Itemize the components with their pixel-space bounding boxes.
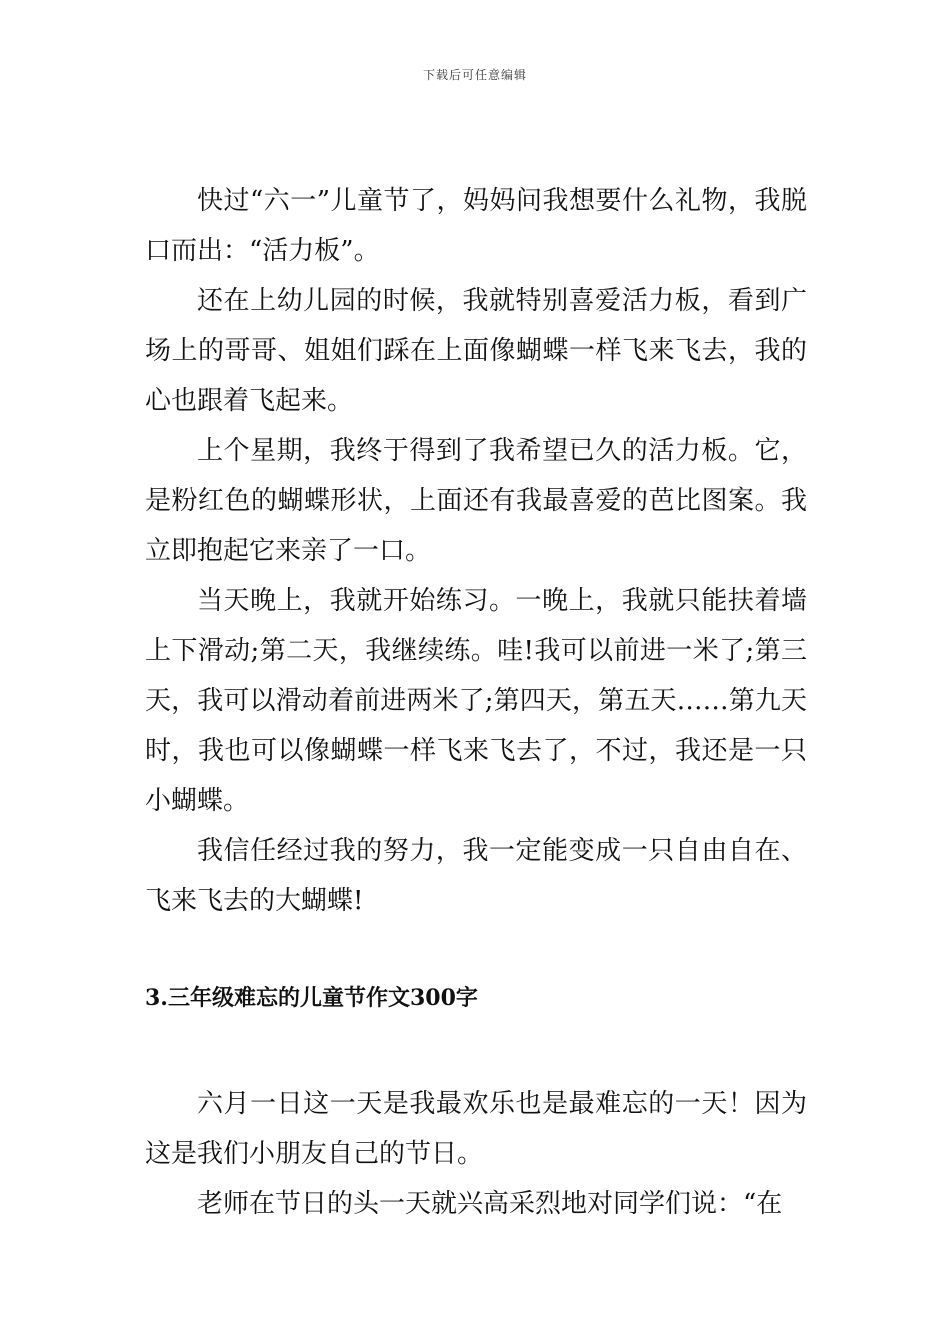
paragraph: 当天晚上，我就开始练习。一晚上，我就只能扶着墙上下滑动;第二天，我继续练。哇!我可以前进一米了;第三天，我可以滑动着前进两米了;第四天，第五天……第九天时，我也可以像蝴蝶一样飞来飞去了，不过，我还是一只小蝴蝶。 xyxy=(145,586,807,816)
paragraph: 我信任经过我的努力，我一定能变成一只自由自在、飞来飞去的大蝴蝶! xyxy=(145,836,807,916)
document-body xyxy=(145,176,807,1229)
paragraph: 上个星期，我终于得到了我希望已久的活力板。它，是粉红色的蝴蝶形状，上面还有我最喜爱的芭比图案。我立即抱起它来亲了一口。 xyxy=(145,436,807,566)
section-heading: 3.三年级难忘的儿童节作文300字 xyxy=(145,985,478,1011)
paragraph: 老师在节日的头一天就兴高采烈地对同学们说：“在 xyxy=(197,1189,783,1219)
paragraph: 六月一日这一天是我最欢乐也是最难忘的一天！因为这是我们小朋友自己的节日。 xyxy=(145,1089,807,1169)
paragraph: 快过“六一”儿童节了，妈妈问我想要什么礼物，我脱口而出：“活力板”。 xyxy=(145,186,807,266)
paragraph: 还在上幼儿园的时候，我就特别喜爱活力板，看到广场上的哥哥、姐姐们踩在上面像蝴蝶一样飞来飞去，我的心也跟着飞起来。 xyxy=(145,286,807,416)
page-header: 下载后可任意编辑 xyxy=(422,68,527,82)
